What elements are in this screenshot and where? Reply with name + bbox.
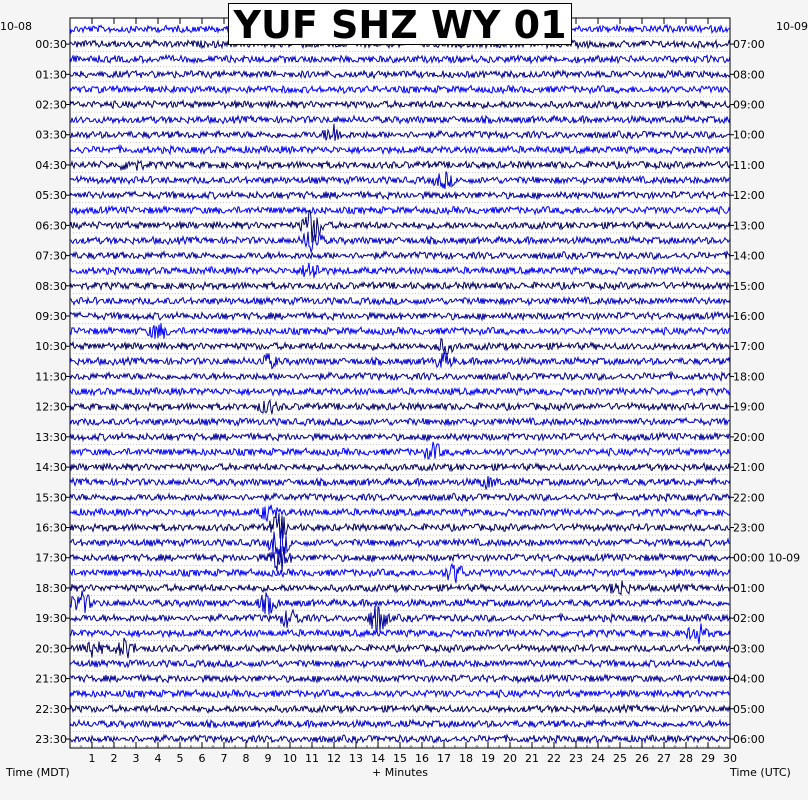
right-time-label: 13:00	[733, 219, 765, 233]
right-time-label: 00:00 10-09	[733, 551, 801, 565]
right-time-label: 22:00	[733, 491, 765, 505]
right-time-label: 15:00	[733, 279, 765, 293]
left-time-label: 08:30	[35, 279, 67, 293]
x-tick-label: 7	[220, 752, 228, 765]
x-tick-label: 24	[591, 752, 605, 765]
x-tick-label: 2	[110, 752, 118, 765]
left-time-label: 12:30	[35, 400, 67, 414]
right-time-label: 09:00	[733, 98, 765, 112]
right-time-label: 14:00	[733, 249, 765, 263]
right-time-label: 02:00	[733, 612, 765, 626]
plot-frame	[70, 18, 730, 748]
left-time-label: 03:30	[35, 128, 67, 142]
x-tick-label: 4	[154, 752, 162, 765]
left-time-label: 15:30	[35, 491, 67, 505]
left-time-label: 06:30	[35, 219, 67, 233]
left-time-label: 14:30	[35, 461, 67, 475]
right-time-label: 11:00	[733, 158, 765, 172]
x-tick-label: 18	[459, 752, 473, 765]
x-tick-label: 25	[613, 752, 627, 765]
x-tick-label: 19	[481, 752, 495, 765]
left-axis-title: Time (MDT)	[6, 766, 70, 779]
right-time-label: 01:00	[733, 581, 765, 595]
left-time-label: 02:30	[35, 98, 67, 112]
x-tick-label: 10	[283, 752, 297, 765]
left-time-label: 20:30	[35, 642, 67, 656]
x-tick-label: 21	[525, 752, 539, 765]
x-tick-label: 14	[371, 752, 385, 765]
x-tick-label: 16	[415, 752, 429, 765]
x-tick-label: 20	[503, 752, 517, 765]
chart-title: YUF SHZ WY 01	[228, 3, 572, 45]
x-tick-label: 1	[88, 752, 96, 765]
right-time-label: 08:00	[733, 68, 765, 82]
left-time-label: 16:30	[35, 521, 67, 535]
left-time-label: 09:30	[35, 310, 67, 324]
right-time-label: 16:00	[733, 310, 765, 324]
x-tick-label: 5	[176, 752, 184, 765]
x-axis-label: + Minutes	[372, 766, 429, 779]
right-time-label: 21:00	[733, 461, 765, 475]
right-time-label: 19:00	[733, 400, 765, 414]
left-time-label: 11:30	[35, 370, 67, 384]
x-tick-label: 23	[569, 752, 583, 765]
left-time-label: 22:30	[35, 702, 67, 716]
left-time-label: 00:30	[35, 38, 67, 52]
left-time-label: 17:30	[35, 551, 67, 565]
right-time-label: 20:00	[733, 430, 765, 444]
x-tick-label: 9	[264, 752, 272, 765]
x-tick-label: 13	[349, 752, 363, 765]
left-time-label: 13:30	[35, 430, 67, 444]
right-time-label: 07:00	[733, 38, 765, 52]
left-time-label: 07:30	[35, 249, 67, 263]
left-time-label: 01:30	[35, 68, 67, 82]
right-time-label: 12:00	[733, 189, 765, 203]
left-time-label: 18:30	[35, 581, 67, 595]
right-time-label: 23:00	[733, 521, 765, 535]
right-time-label: 03:00	[733, 642, 765, 656]
left-time-label: 19:30	[35, 612, 67, 626]
left-time-label: 04:30	[35, 158, 67, 172]
x-tick-label: 3	[132, 752, 140, 765]
x-tick-label: 29	[701, 752, 715, 765]
x-tick-label: 26	[635, 752, 649, 765]
x-tick-label: 11	[305, 752, 319, 765]
x-tick-label: 28	[679, 752, 693, 765]
x-tick-label: 30	[723, 752, 737, 765]
right-time-label: 10:00	[733, 128, 765, 142]
left-time-label: 10:30	[35, 340, 67, 354]
right-axis-title: Time (UTC)	[730, 766, 791, 779]
x-tick-label: 8	[242, 752, 250, 765]
right-time-label: 05:00	[733, 702, 765, 716]
x-tick-label: 15	[393, 752, 407, 765]
x-tick-label: 17	[437, 752, 451, 765]
x-tick-label: 12	[327, 752, 341, 765]
right-time-label: 06:00	[733, 733, 765, 746]
right-time-label: 17:00	[733, 340, 765, 354]
left-date-label: 10-08	[0, 20, 32, 33]
x-tick-label: 22	[547, 752, 561, 765]
right-time-label: 18:00	[733, 370, 765, 384]
right-time-label: 04:00	[733, 672, 765, 686]
right-date-label: 10-09	[776, 20, 808, 33]
left-time-label: 21:30	[35, 672, 67, 686]
x-tick-label: 27	[657, 752, 671, 765]
x-tick-label: 6	[198, 752, 206, 765]
left-time-label: 05:30	[35, 189, 67, 203]
left-time-label: 23:30	[35, 733, 67, 746]
